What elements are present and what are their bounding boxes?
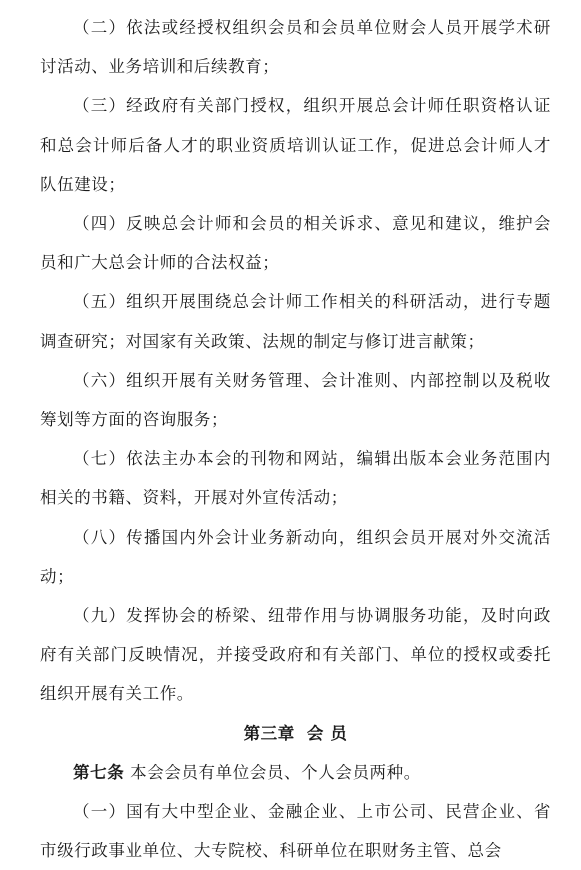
article-text: 本会会员有单位会员、个人会员两种。 (124, 762, 421, 782)
paragraph-item-7: （七）依法主办本会的刊物和网站，编辑出版本会业务范围内相关的书籍、资料，开展对外宣传活动； (40, 449, 551, 508)
paragraph-item-2: （二）依法或经授权组织会员和会员单位财会人员开展学术研讨活动、业务培训和后续教育； (40, 18, 551, 77)
chapter-heading (40, 714, 551, 753)
paragraph-item-4: （四）反映总会计师和会员的相关诉求、意见和建议，维护会员和广大总会计师的合法权益； (40, 214, 551, 273)
paragraph-item-5: （五）组织开展围绕总会计师工作相关的科研活动，进行专题调查研究；对国家有关政策、法规的制定与修订进言献策； (40, 292, 551, 351)
article-label: 第七条 (73, 762, 125, 782)
paragraph-item-6: （六）组织开展有关财务管理、会计准则、内部控制以及税收筹划等方面的咨询服务； (40, 370, 551, 430)
chapter-number: 第三章 (243, 723, 295, 743)
paragraph-item-8: （八）传播国内外会计业务新动向，组织会员开展对外交流活动； (40, 527, 551, 586)
paragraph-item-9: （九）发挥协会的桥梁、纽带作用与协调服务功能，及时向政府有关部门反映情况，并接受政府和有关部门、单位的授权或委托组织开展有关工作。 (40, 606, 551, 704)
member-category-1: （一）国有大中型企业、金融企业、上市公司、民营企业、省市级行政事业单位、大专院校、科研单位在职财务主管、总会 (40, 802, 551, 861)
article-7 (40, 753, 551, 792)
chapter-title: 会 员 (306, 723, 348, 743)
paragraph-item-3: （三）经政府有关部门授权，组织开展总会计师任职资格认证和总会计师后备人才的职业资质培训认证工作，促进总会计师人才队伍建设； (40, 96, 551, 194)
